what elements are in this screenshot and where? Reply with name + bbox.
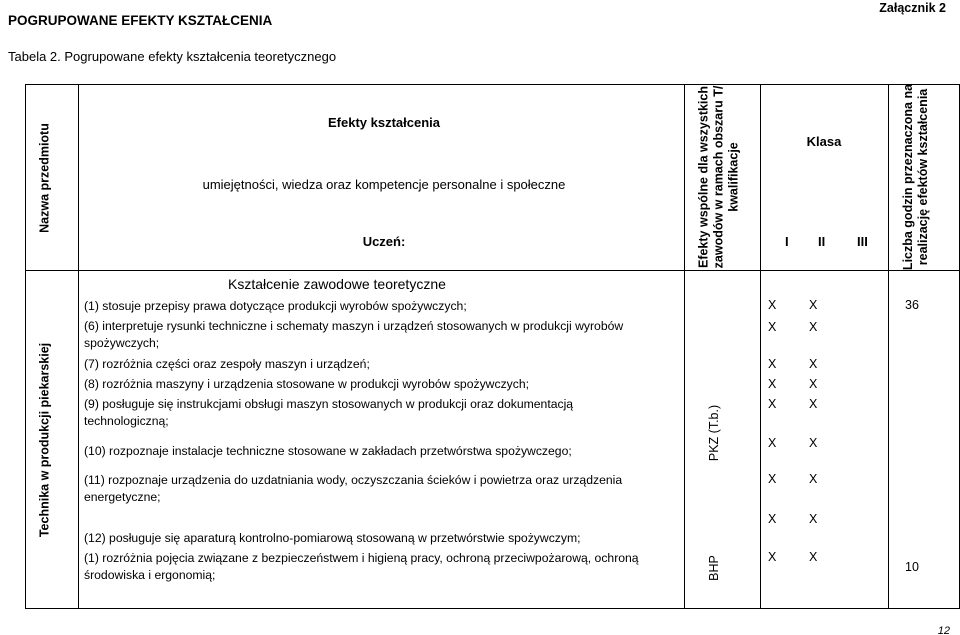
col-divider-3 [760,84,761,609]
effects-subtitle: umiejętności, wiedza oraz kompetencje personalne i społeczne [202,177,566,192]
table-row [84,472,684,506]
class-1-mark: X [768,377,777,391]
class-2-mark: X [809,298,818,312]
row-text-line1: (9) posługuje się instrukcjami obsługi maszyn stosowanych w produkcji oraz dokumentacją [84,397,574,411]
bhp-code: BHP [707,555,721,581]
class-1-mark: X [768,436,777,450]
subject-name-header: Nazwa przedmiotu [37,123,52,233]
section-title: Kształcenie zawodowe teoretyczne [228,276,446,292]
class-header: Klasa [806,134,842,149]
class-2-mark: X [809,472,818,486]
class-2-mark: X [809,550,818,564]
hours-header [901,84,931,270]
common-effects-header [697,86,742,269]
effects-title: Efekty kształcenia [327,115,440,130]
table-row [84,298,684,315]
attachment-label: Załącznik 2 [879,1,946,15]
table-row [84,443,684,460]
table-row [84,550,684,584]
class-1-mark: X [768,512,777,526]
row-text-line2: środowiska i ergonomią; [84,568,216,582]
table-caption: Tabela 2. Pogrupowane efekty kształcenia teoretycznego [8,49,337,64]
class-3-header: III [857,234,868,249]
pkz-code: PKZ (T.b.) [707,404,721,462]
row-text-line1: (11) rozpoznaje urządzenia do uzdatniania wody, oczyszczania ścieków i powietrza oraz urządzenia [84,473,623,487]
col-divider-2 [684,84,685,609]
table-top-border [25,84,960,85]
row-text-line1: (1) rozróżnia pojęcia związane z bezpieczeństwem i higieną pracy, ochroną przeciwpożarową, ochroną [84,551,639,565]
row-text-line2: energetyczne; [84,490,161,504]
row-text-line1: (7) rozróżnia części oraz zespoły maszyn i urządzeń; [84,357,370,371]
class-2-mark: X [809,320,818,334]
common-effects-line3: kwalifikacje [726,142,741,212]
row-text-line1: (1) stosuje przepisy prawa dotyczące produkcji wyrobów spożywczych; [84,299,467,313]
common-effects-line1: Efekty wspólne dla wszystkich [696,86,711,269]
table-row [84,396,684,430]
class-2-mark: X [809,512,818,526]
header-bottom-border [25,270,960,271]
class-1-mark: X [768,357,777,371]
row-text-line1: (8) rozróżnia maszyny i urządzenia stosowane w produkcji wyrobów spożywczych; [84,377,530,391]
class-1-mark: X [768,320,777,334]
row-text-line1: (10) rozpoznaje instalacje techniczne stosowane w zakładach przetwórstwa spożywczego; [84,444,572,458]
hours-value: 36 [905,298,919,312]
row-text-line1: (6) interpretuje rysunki techniczne i schematy maszyn i urządzeń stosowanych w produkcji wyrobów [84,319,624,333]
class-2-mark: X [809,357,818,371]
page-number: 12 [937,625,950,635]
common-effects-line2: zawodów w ramach obszaru T/ [711,85,726,269]
row-text-line2: technologiczną; [84,414,169,428]
table-row [84,356,684,373]
class-1-mark: X [768,397,777,411]
table-row [84,530,684,547]
col-divider-1 [78,84,79,609]
table-left-border [25,84,26,609]
class-2-mark: X [809,377,818,391]
class-2-mark: X [809,397,818,411]
class-1-header: I [785,234,789,249]
hours-header-line2: realizację efektów kształcenia [916,88,930,266]
table-row [84,376,684,393]
table-bottom-border [25,608,960,609]
hours-header-line1: Liczba godzin przeznaczona na [901,83,915,271]
hours-value: 10 [905,560,919,574]
class-2-mark: X [809,436,818,450]
class-1-mark: X [768,298,777,312]
class-2-header: II [818,234,826,249]
subject-name: Technika w produkcji piekarskiej [37,342,52,538]
document-title: POGRUPOWANE EFEKTY KSZTAŁCENIA [8,13,273,28]
table-row [84,318,684,352]
class-1-mark: X [768,472,777,486]
class-1-mark: X [768,550,777,564]
student-label: Uczeń: [362,234,406,249]
row-text-line2: spożywczych; [84,336,160,350]
row-text-line1: (12) posługuje się aparaturą kontrolno-pomiarową stosowaną w przetwórstwie spożywczym; [84,531,581,545]
col-divider-4 [888,84,889,609]
